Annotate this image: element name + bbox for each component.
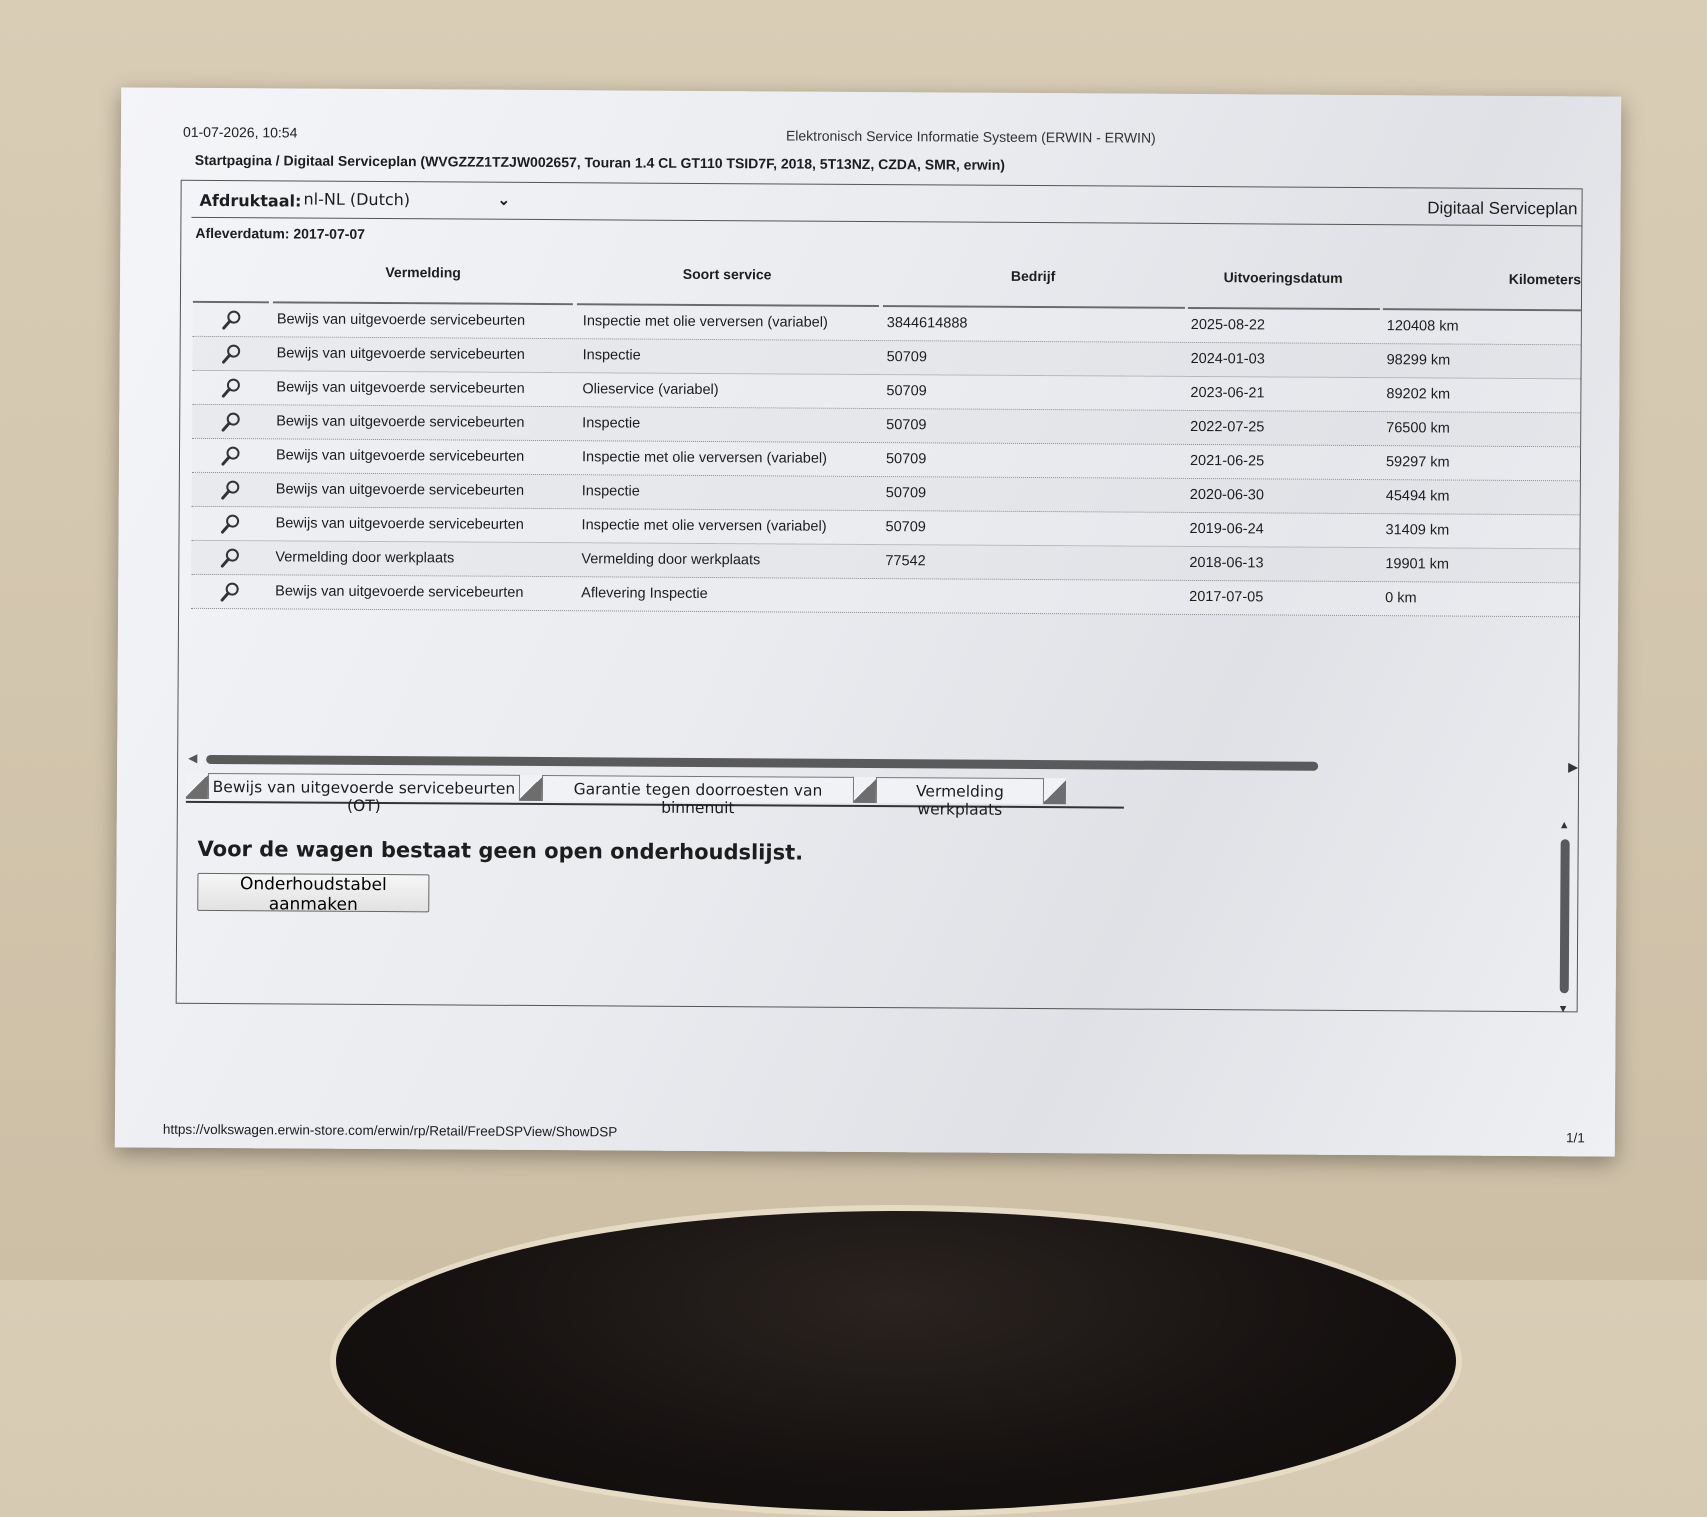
cell-soort-service: Inspectie met olie verversen (variabel) <box>581 449 828 467</box>
print-language-label: Afdruktaal: <box>199 190 302 211</box>
background-bowl <box>330 1205 1462 1517</box>
cell-kilometers: 89202 km <box>1386 386 1451 403</box>
column-header-kilometers: Kilometers <box>1508 270 1582 288</box>
service-plan-frame <box>176 180 1583 1016</box>
cell-vermelding: Vermelding door werkplaats <box>275 549 455 567</box>
magnifier-icon[interactable] <box>220 377 242 399</box>
cell-bedrijf: 50709 <box>886 349 927 366</box>
scroll-down-icon[interactable]: ▼ <box>1557 1003 1569 1016</box>
cell-soort-service: Inspectie met olie verversen (variabel) <box>582 313 828 331</box>
cell-soort-service: Inspectie met olie verversen (variabel) <box>581 517 827 535</box>
cell-bedrijf: 50709 <box>885 519 926 536</box>
scroll-up-icon[interactable]: ▲ <box>1558 819 1570 832</box>
cell-vermelding: Bewijs van uitgevoerde servicebeurten <box>276 379 525 397</box>
magnifier-icon[interactable] <box>221 309 243 331</box>
cell-bedrijf: 3844614888 <box>886 315 968 332</box>
cell-vermelding: Bewijs van uitgevoerde servicebeurten <box>276 311 526 329</box>
cell-uitvoeringsdatum: 2019-06-24 <box>1189 520 1264 538</box>
page-number: 1/1 <box>1566 1130 1585 1146</box>
scroll-left-icon[interactable]: ◀ <box>188 750 198 765</box>
cell-soort-service: Vermelding door werkplaats <box>581 551 761 569</box>
vertical-scroll-thumb[interactable] <box>1560 839 1570 993</box>
tab-service-proof[interactable]: Bewijs van uitgevoerde servicebeurten (OT) <box>208 773 520 801</box>
cell-soort-service: Aflevering Inspectie <box>581 585 708 603</box>
breadcrumb: Startpagina / Digitaal Serviceplan (WVGZZZ1TZJW002657, Touran 1.4 CL GT110 TSID7F, 2018, 5T13NZ, CZDA, SMR, erwin) <box>194 151 1005 173</box>
column-header-uitvoeringsdatum: Uitvoeringsdatum <box>1223 269 1343 286</box>
cell-kilometers: 59297 km <box>1385 454 1450 471</box>
print-url: https://volkswagen.erwin-store.com/erwin/rp/Retail/FreeDSPView/ShowDSP <box>162 1121 618 1140</box>
cell-vermelding: Bewijs van uitgevoerde servicebeurten <box>276 413 525 431</box>
cell-uitvoeringsdatum: 2023-06-21 <box>1190 384 1265 402</box>
printed-page <box>115 87 1621 1156</box>
cell-uitvoeringsdatum: 2022-07-25 <box>1190 418 1265 436</box>
cell-kilometers: 76500 km <box>1386 420 1450 437</box>
tab-bar <box>186 773 1124 819</box>
chevron-down-icon[interactable]: ⌄ <box>497 191 511 209</box>
table-body <box>191 303 1581 617</box>
magnifier-icon[interactable] <box>220 445 242 467</box>
cell-soort-service: Inspectie <box>582 415 641 432</box>
no-maintenance-message: Voor de wagen bestaat geen open onderhoudslijst. <box>197 836 804 865</box>
cell-kilometers: 31409 km <box>1385 522 1450 539</box>
cell-uitvoeringsdatum: 2020-06-30 <box>1189 486 1265 504</box>
cell-vermelding: Bewijs van uitgevoerde servicebeurten <box>275 481 525 499</box>
cell-bedrijf: 50709 <box>886 417 927 434</box>
table-header <box>193 251 1581 311</box>
delivery-date: Afleverdatum: 2017-07-07 <box>195 224 366 242</box>
vertical-scrollbar[interactable] <box>1557 819 1572 1015</box>
magnifier-icon[interactable] <box>221 343 243 365</box>
cell-kilometers: 19901 km <box>1385 556 1450 573</box>
cell-soort-service: Olieservice (variabel) <box>582 381 719 399</box>
column-header-soort-service: Soort service <box>682 265 772 283</box>
service-table <box>191 251 1581 617</box>
magnifier-icon[interactable] <box>220 411 242 433</box>
cell-uitvoeringsdatum: 2017-07-05 <box>1189 588 1264 606</box>
scroll-right-icon[interactable]: ▶ <box>1568 759 1579 775</box>
cell-vermelding: Bewijs van uitgevoerde servicebeurten <box>275 515 524 533</box>
cell-vermelding: Bewijs van uitgevoerde servicebeurten <box>276 345 525 363</box>
magnifier-icon[interactable] <box>220 513 242 535</box>
print-datetime: 01-07-2026, 10:54 <box>182 123 298 141</box>
cell-bedrijf: 50709 <box>885 451 927 468</box>
cell-vermelding: Bewijs van uitgevoerde servicebeurten <box>275 583 524 601</box>
cell-kilometers: 45494 km <box>1385 488 1450 505</box>
magnifier-icon[interactable] <box>219 581 241 603</box>
cell-uitvoeringsdatum: 2024-01-03 <box>1190 350 1265 368</box>
cell-soort-service: Inspectie <box>582 347 641 364</box>
horizontal-scrollbar[interactable] <box>188 749 1578 777</box>
cell-soort-service: Inspectie <box>581 483 640 500</box>
horizontal-scroll-thumb[interactable] <box>206 755 1318 771</box>
cell-bedrijf: 50709 <box>886 383 927 400</box>
magnifier-icon[interactable] <box>219 547 241 569</box>
page-title: Digitaal Serviceplan <box>1427 198 1578 219</box>
tab-workshop-entry[interactable]: Vermelding werkplaats <box>876 777 1044 804</box>
create-maintenance-table-button[interactable]: Onderhoudstabel aanmaken <box>197 873 429 912</box>
column-header-bedrijf: Bedrijf <box>1010 267 1056 285</box>
print-language-select[interactable]: nl-NL (Dutch) <box>303 189 411 210</box>
cell-uitvoeringsdatum: 2021-06-25 <box>1189 452 1265 470</box>
cell-kilometers: 0 km <box>1385 590 1417 607</box>
column-header-vermelding: Vermelding <box>385 264 461 281</box>
cell-bedrijf: 50709 <box>885 485 927 502</box>
magnifier-icon[interactable] <box>220 479 242 501</box>
cell-bedrijf: 77542 <box>885 553 926 570</box>
tab-rust-warranty[interactable]: Garantie tegen doorroesten van binnenuit <box>542 775 854 803</box>
table-row <box>191 575 1579 617</box>
cell-kilometers: 98299 km <box>1386 352 1451 369</box>
system-title: Elektronisch Service Informatie Systeem (ERWIN - ERWIN) <box>785 127 1156 146</box>
cell-vermelding: Bewijs van uitgevoerde servicebeurten <box>275 447 525 465</box>
cell-uitvoeringsdatum: 2018-06-13 <box>1189 554 1264 572</box>
toolbar <box>191 181 1581 226</box>
cell-kilometers: 120408 km <box>1386 318 1459 335</box>
cell-uitvoeringsdatum: 2025-08-22 <box>1190 316 1266 334</box>
